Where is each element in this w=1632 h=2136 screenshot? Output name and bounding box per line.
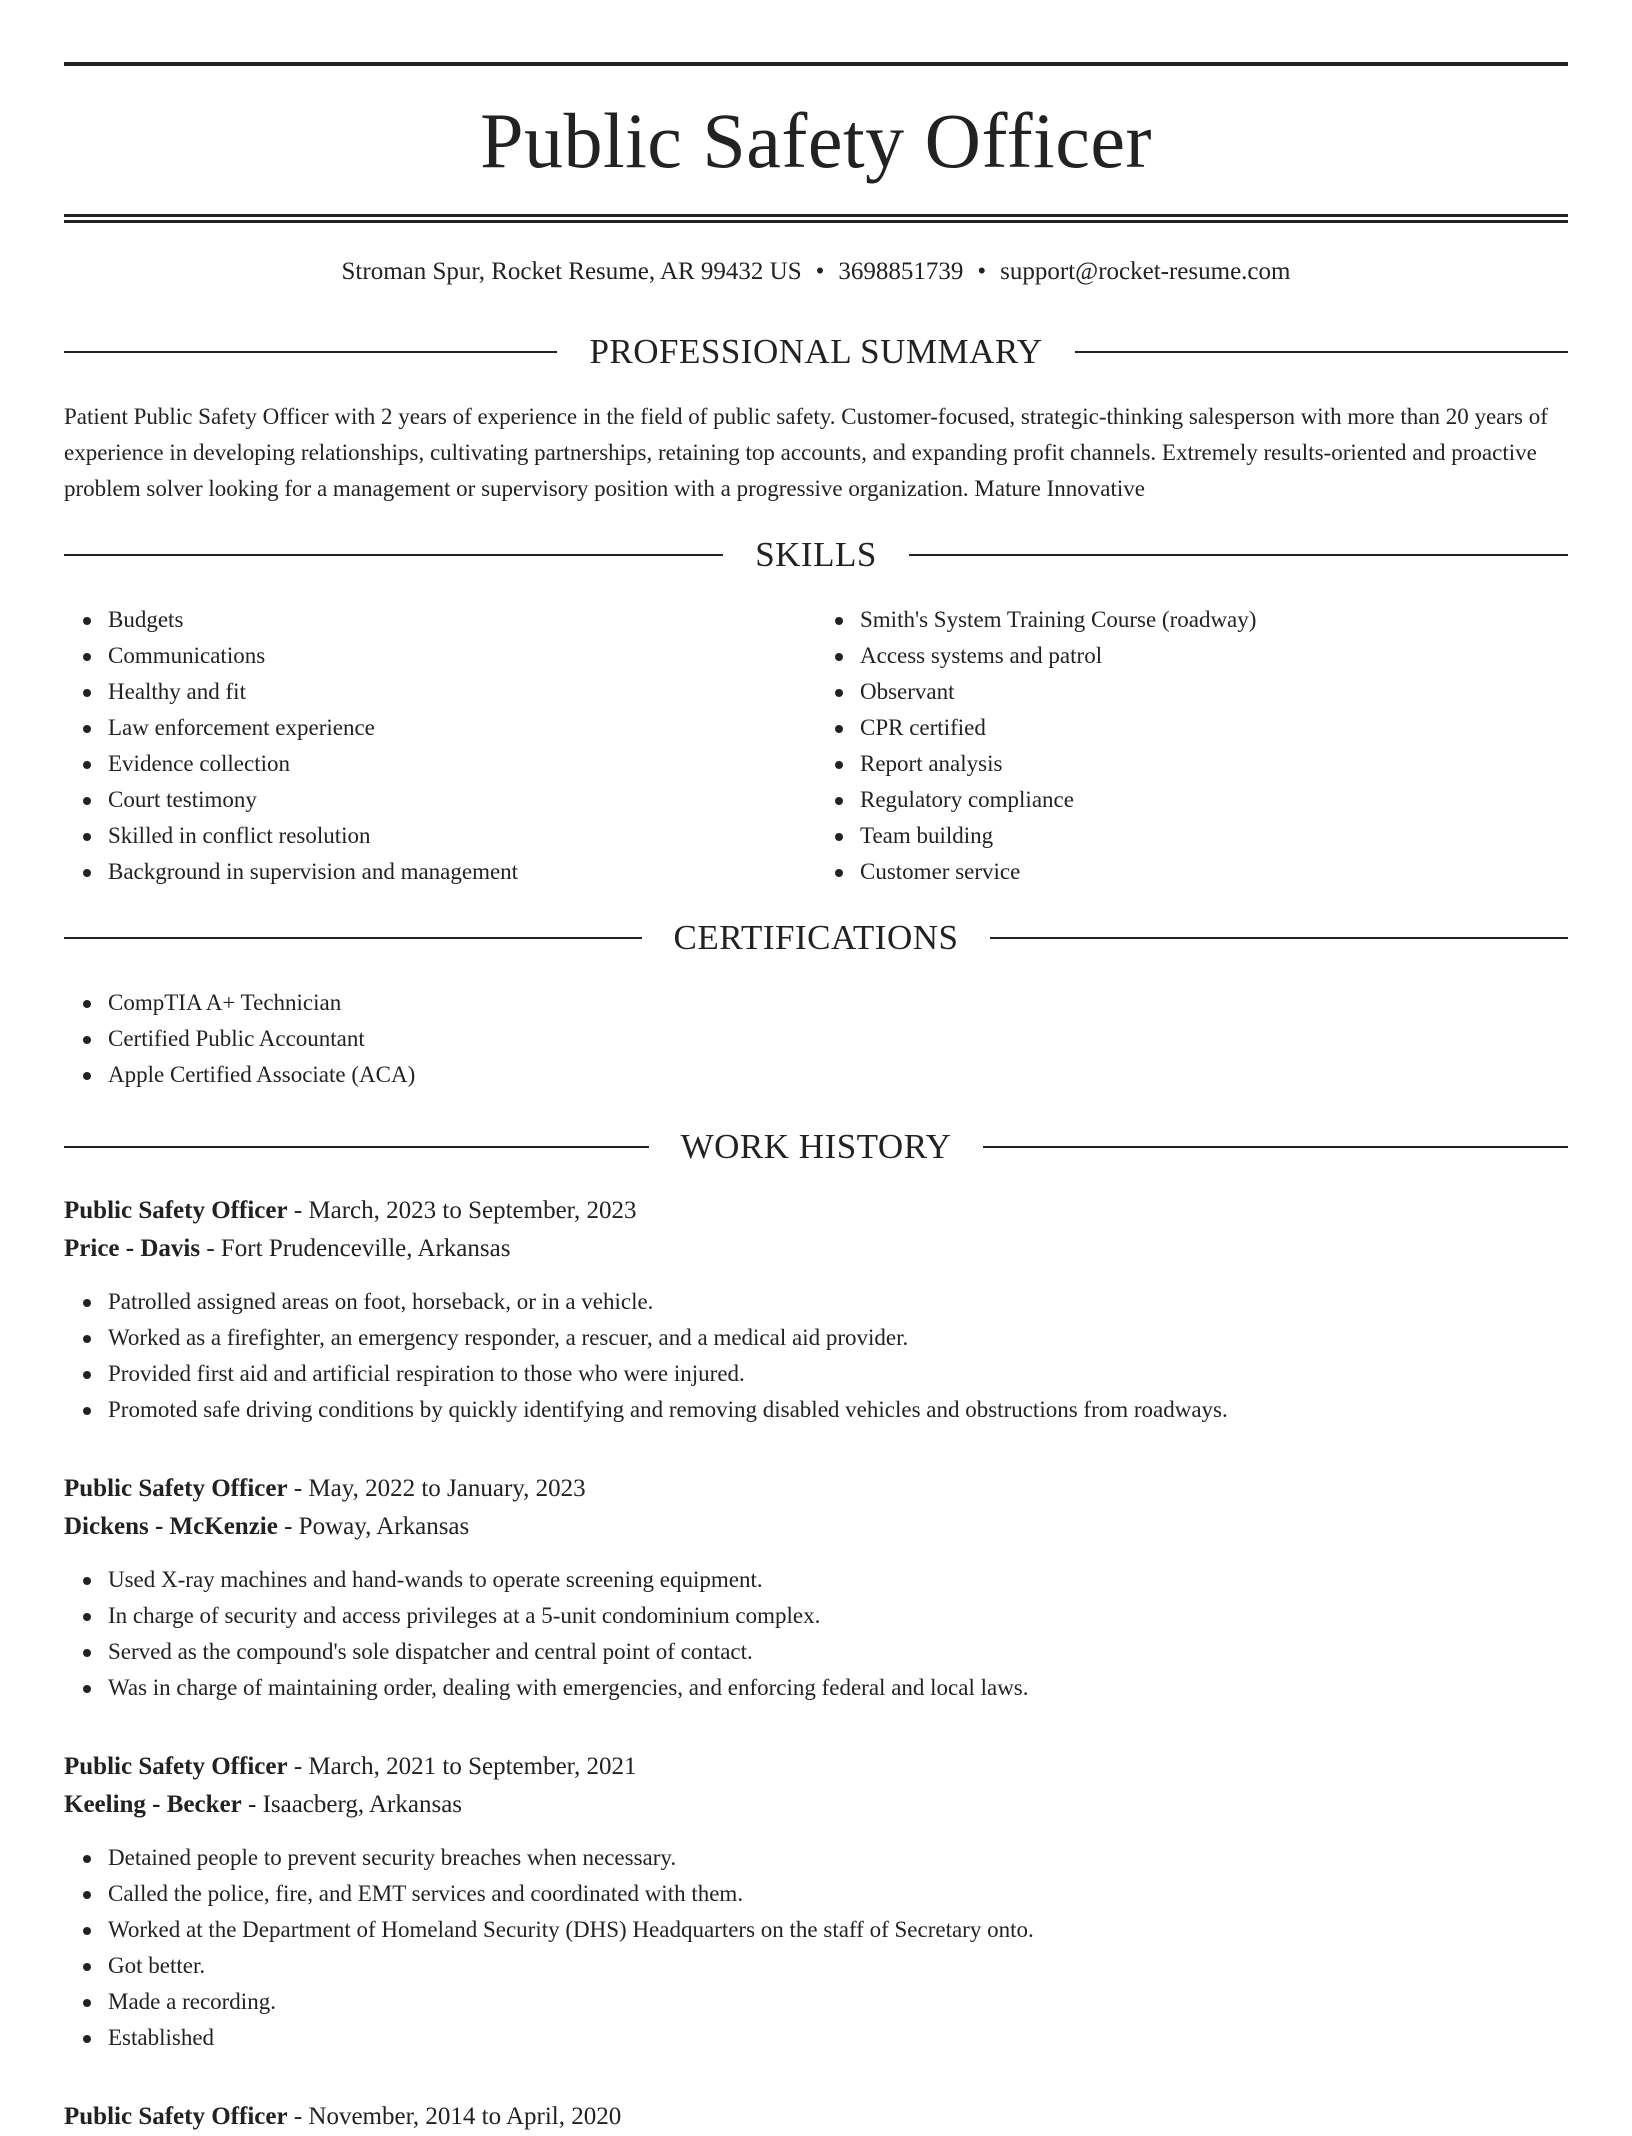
job-bullet: In charge of security and access privileges at a 5-unit condominium complex. xyxy=(108,1598,1568,1634)
section-header-summary xyxy=(64,334,1568,369)
job-bullet: Was in charge of maintaining order, dealing with emergencies, and enforcing federal and local laws. xyxy=(108,1670,1568,1706)
contact-separator: • xyxy=(977,258,987,285)
job-bullet: Used X-ray machines and hand-wands to operate screening equipment. xyxy=(108,1562,1568,1598)
job-dates: March, 2023 to September, 2023 xyxy=(308,1197,637,1224)
job-location: Fort Prudenceville, Arkansas xyxy=(220,1235,511,1262)
section-header-certifications xyxy=(64,920,1568,955)
skills-list-right xyxy=(816,602,1568,890)
job-dash: - xyxy=(200,1235,221,1262)
job-bullet: Patrolled assigned areas on foot, horseback, or in a vehicle. xyxy=(108,1284,1568,1320)
skill-item: Smith's System Training Course (roadway) xyxy=(860,602,1568,638)
skills-columns xyxy=(64,602,1568,890)
skill-item: Communications xyxy=(108,638,816,674)
job-entry xyxy=(64,1470,1568,1706)
summary-text: Patient Public Safety Officer with 2 years of experience in the field of public safety. Customer-focused, strategic-thinking salesperson with more than 20 years of experience in developing relationships, cultivating partnerships, retaining top accounts, and expanding profit channels. Extremely results-oriented and proactive problem solver looking for a management or supervisory position with a progressive organization. Mature Innovative xyxy=(64,404,1548,501)
skill-item: Customer service xyxy=(860,854,1568,890)
job-location: Isaacberg, Arkansas xyxy=(262,1791,463,1818)
certification-item: CompTIA A+ Technician xyxy=(108,985,1568,1021)
skill-item: Skilled in conflict resolution xyxy=(108,818,816,854)
job-bullet: Served as the compound's sole dispatcher and central point of contact. xyxy=(108,1634,1568,1670)
job-company: Dickens - McKenzie xyxy=(64,1513,278,1540)
top-rule xyxy=(64,62,1568,66)
section-title-certifications: CERTIFICATIONS xyxy=(673,918,959,957)
skill-item: Healthy and fit xyxy=(108,674,816,710)
resume-page xyxy=(64,62,1568,2136)
skill-item: Report analysis xyxy=(860,746,1568,782)
job-title: Public Safety Officer xyxy=(64,2103,288,2130)
section-rule-left xyxy=(64,554,723,556)
section-rule-left xyxy=(64,937,642,939)
contact-email[interactable]: support@rocket-resume.com xyxy=(1000,258,1291,285)
job-dates: November, 2014 to April, 2020 xyxy=(308,2103,622,2130)
section-rule-right xyxy=(909,554,1568,556)
job-dash: - xyxy=(287,1197,309,1224)
work-history-list xyxy=(64,1192,1568,2136)
job-dash: - xyxy=(287,1475,309,1502)
job-bullets xyxy=(64,1284,1568,1428)
section-header-skills xyxy=(64,537,1568,572)
section-title-skills: SKILLS xyxy=(755,535,877,574)
job-company-line xyxy=(64,1786,1568,1824)
job-bullets xyxy=(64,1562,1568,1706)
job-title: Public Safety Officer xyxy=(64,1475,288,1502)
job-title: Public Safety Officer xyxy=(64,1753,288,1780)
job-title-line xyxy=(64,1748,1568,1786)
section-title-work-history: WORK HISTORY xyxy=(680,1127,952,1166)
job-company-line xyxy=(64,1508,1568,1546)
job-title-line xyxy=(64,2098,1568,2136)
contact-address: Stroman Spur, Rocket Resume, AR 99432 US xyxy=(341,258,802,285)
job-title: Public Safety Officer xyxy=(64,1197,288,1224)
section-rule-right xyxy=(983,1146,1568,1148)
job-title-line xyxy=(64,1192,1568,1230)
job-bullet: Detained people to prevent security breaches when necessary. xyxy=(108,1840,1568,1876)
certification-item: Certified Public Accountant xyxy=(108,1021,1568,1057)
job-dash: - xyxy=(241,1791,263,1818)
job-bullet: Worked as a firefighter, an emergency responder, a rescuer, and a medical aid provider. xyxy=(108,1320,1568,1356)
job-bullet: Worked at the Department of Homeland Security (DHS) Headquarters on the staff of Secretary onto. xyxy=(108,1912,1568,1948)
skill-item: Regulatory compliance xyxy=(860,782,1568,818)
candidate-name: Public Safety Officer xyxy=(480,97,1152,184)
skill-item: Budgets xyxy=(108,602,816,638)
job-bullet: Called the police, fire, and EMT services and coordinated with them. xyxy=(108,1876,1568,1912)
job-bullet: Got better. xyxy=(108,1948,1568,1984)
skills-list-left xyxy=(64,602,816,890)
contact-phone: 3698851739 xyxy=(838,258,964,285)
section-title-summary: PROFESSIONAL SUMMARY xyxy=(589,332,1043,371)
job-dash: - xyxy=(287,1753,309,1780)
job-dates: March, 2021 to September, 2021 xyxy=(308,1753,637,1780)
certification-item: Apple Certified Associate (ACA) xyxy=(108,1057,1568,1093)
job-bullet: Established xyxy=(108,2020,1568,2056)
skill-item: Law enforcement experience xyxy=(108,710,816,746)
job-dash: - xyxy=(277,1513,299,1540)
section-rule-right xyxy=(1075,351,1568,353)
skill-item: Observant xyxy=(860,674,1568,710)
skill-item: Team building xyxy=(860,818,1568,854)
skill-item: CPR certified xyxy=(860,710,1568,746)
contact-line xyxy=(64,259,1568,284)
skill-item: Background in supervision and management xyxy=(108,854,816,890)
job-entry xyxy=(64,1192,1568,1428)
job-title-line xyxy=(64,1470,1568,1508)
name-double-rule xyxy=(64,214,1568,223)
job-company-line xyxy=(64,1230,1568,1268)
skill-item: Court testimony xyxy=(108,782,816,818)
job-company: Keeling - Becker xyxy=(64,1791,242,1818)
section-header-work-history xyxy=(64,1129,1568,1164)
contact-separator: • xyxy=(815,258,825,285)
skill-item: Evidence collection xyxy=(108,746,816,782)
section-rule-left xyxy=(64,1146,649,1148)
skill-item: Access systems and patrol xyxy=(860,638,1568,674)
section-rule-left xyxy=(64,351,557,353)
job-dash: - xyxy=(287,2103,309,2130)
job-bullets xyxy=(64,1840,1568,2056)
certifications-list xyxy=(64,985,1568,1093)
job-bullet: Made a recording. xyxy=(108,1984,1568,2020)
job-entry xyxy=(64,2098,1568,2136)
job-dates: May, 2022 to January, 2023 xyxy=(308,1475,586,1502)
job-location: Poway, Arkansas xyxy=(298,1513,470,1540)
job-entry xyxy=(64,1748,1568,2056)
job-bullet: Promoted safe driving conditions by quickly identifying and removing disabled vehicles and obstructions from roadways. xyxy=(108,1392,1568,1428)
section-rule-right xyxy=(990,937,1568,939)
job-bullet: Provided first aid and artificial respiration to those who were injured. xyxy=(108,1356,1568,1392)
job-company: Price - Davis xyxy=(64,1235,201,1262)
